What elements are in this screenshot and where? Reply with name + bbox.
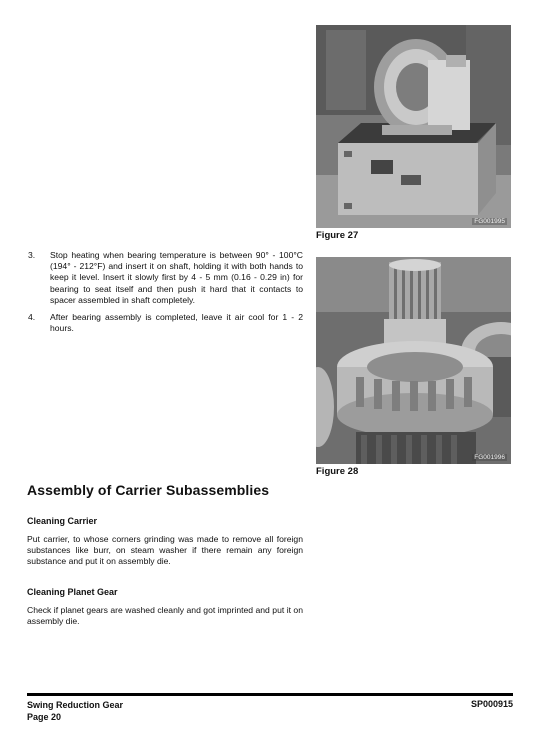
subsection-text-cleaning-planet-gear: Check if planet gears are washed cleanly and got imprinted and put it on assembly die. bbox=[27, 605, 303, 627]
step-item bbox=[28, 312, 303, 334]
step-number: 3. bbox=[28, 250, 36, 260]
footer-doc-code: SP000915 bbox=[470, 699, 513, 709]
section-title: Assembly of Carrier Subassemblies bbox=[27, 482, 270, 498]
subsection-text-cleaning-carrier: Put carrier, to whose corners grinding was made to remove all foreign substances like burr, on steam washer if there remain any foreign substance and put it on assembly die. bbox=[27, 534, 303, 567]
figure-27-code: FG001995 bbox=[474, 218, 505, 225]
step-text: After bearing assembly is completed, leave it air cool for 1 - 2 hours. bbox=[50, 312, 303, 334]
figure-28-photo bbox=[316, 257, 511, 464]
subsection-title-cleaning-carrier: Cleaning Carrier bbox=[27, 516, 98, 526]
procedure-steps bbox=[28, 250, 303, 340]
footer-left bbox=[27, 699, 123, 723]
step-text: Stop heating when bearing temperature is between 90° - 100°C (194° - 212°F) and insert it on shaft, holding it with both hands to keep it level. Insert it slowly first by 4 - 5 mm (0.16 - 0.29 in) for bearing to seat itself and then push it hard that it contacts to spacer assembled in shaft completely. bbox=[50, 250, 303, 305]
footer-chapter: Swing Reduction Gear bbox=[27, 700, 124, 710]
step-item bbox=[28, 250, 303, 306]
figure-27-caption: Figure 27 bbox=[316, 230, 359, 241]
figure-28-caption: Figure 28 bbox=[316, 466, 359, 477]
figure-28-code: FG001996 bbox=[474, 454, 505, 461]
step-number: 4. bbox=[28, 312, 36, 323]
footer-page: Page 20 bbox=[27, 712, 62, 722]
figure-27-photo bbox=[316, 25, 511, 228]
subsection-title-cleaning-planet-gear: Cleaning Planet Gear bbox=[27, 587, 118, 597]
footer-rule bbox=[27, 693, 513, 696]
